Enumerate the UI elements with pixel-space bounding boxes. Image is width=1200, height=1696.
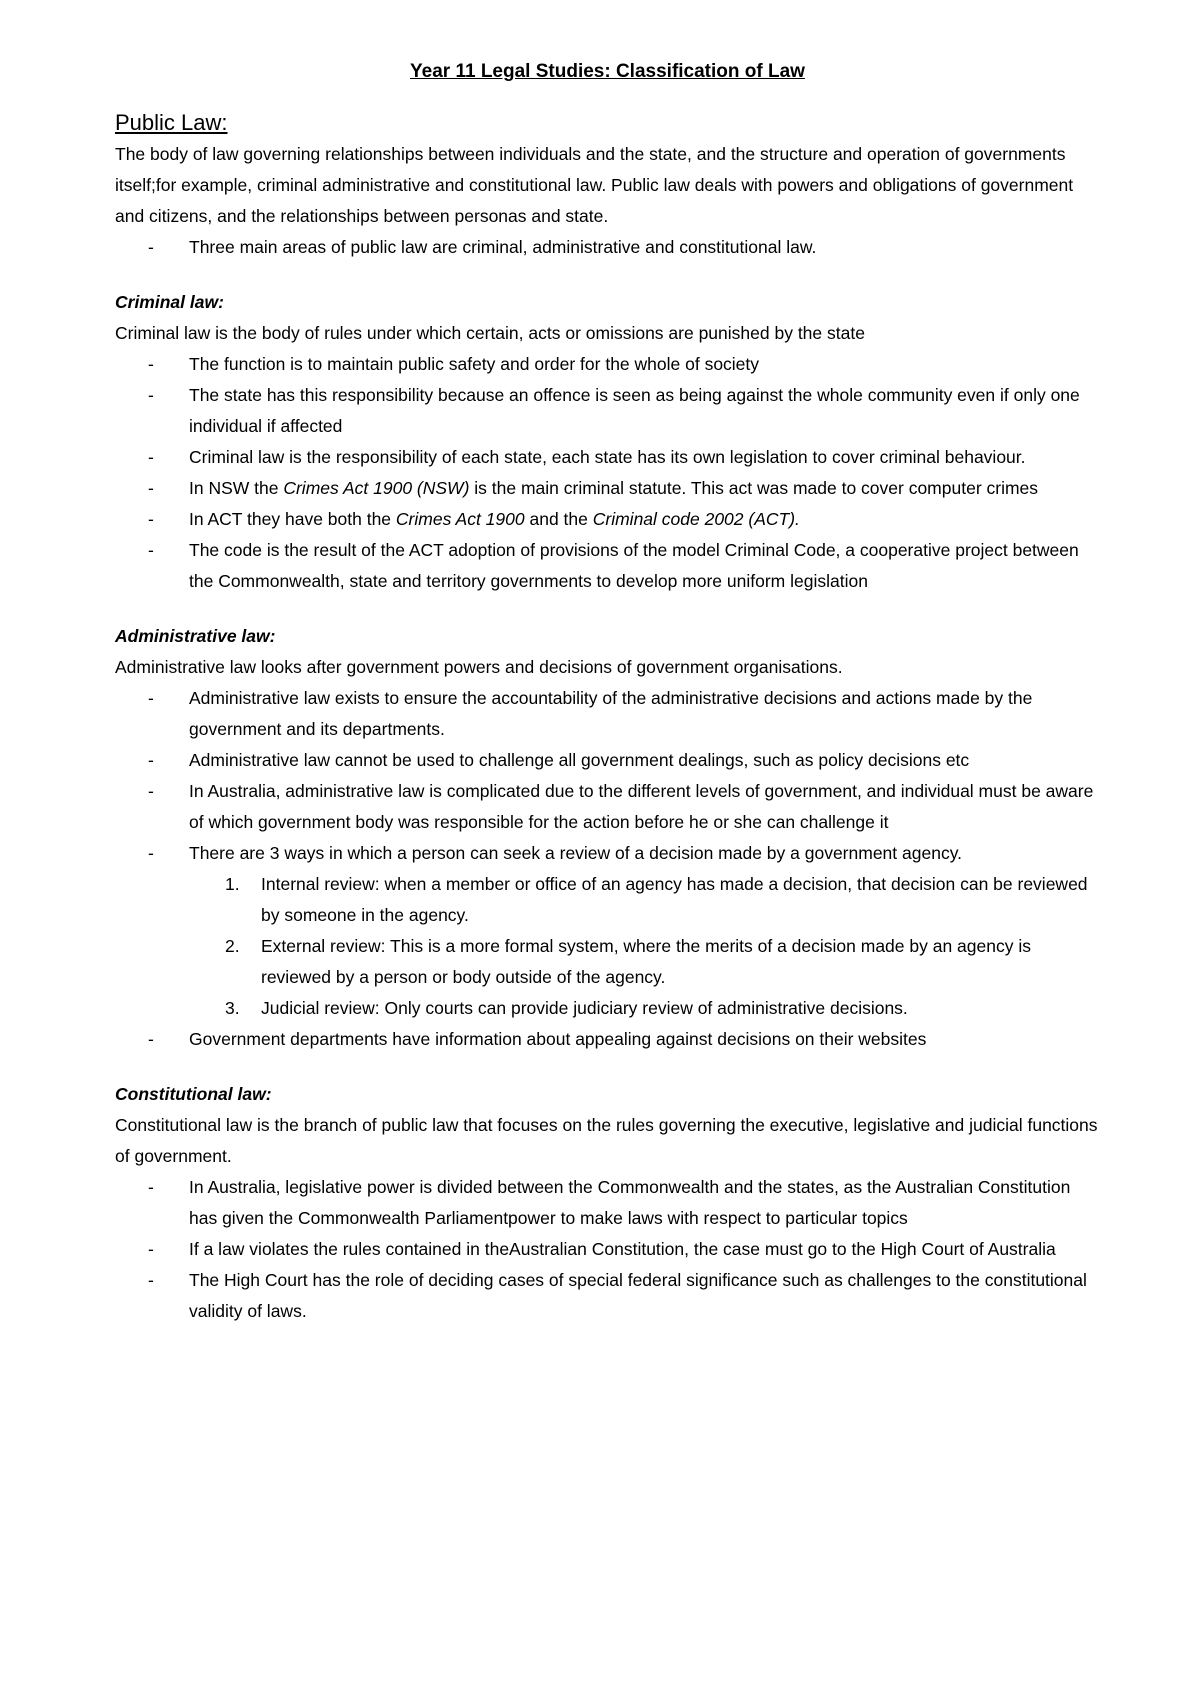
- list-item: [148, 838, 1100, 1024]
- crimes-act-nsw: Crimes Act 1900 (NSW): [283, 478, 470, 498]
- list-item-text: The High Court has the role of deciding cases of special federal significance such as challenges to the constitutional validity of laws.: [189, 1270, 1087, 1321]
- number-marker: 1.: [225, 874, 240, 894]
- list-item-text: Administrative law exists to ensure the accountability of the administrative decisions and actions made by the government and its departments.: [189, 688, 1033, 739]
- list-item: [148, 1234, 1100, 1265]
- administrative-law-paragraph: Administrative law looks after government powers and decisions of government organisations.: [115, 657, 843, 677]
- dash-marker: -: [148, 1029, 154, 1049]
- list-item-text: Criminal law is the responsibility of each state, each state has its own legislation to cover criminal behaviour.: [189, 447, 1026, 467]
- list-item: [148, 232, 1100, 263]
- number-marker: 3.: [225, 998, 240, 1018]
- dash-marker: -: [148, 237, 154, 257]
- dash-marker: -: [148, 447, 154, 467]
- list-item: [148, 683, 1100, 745]
- public-law-list: [115, 232, 1100, 263]
- administrative-law-heading: Administrative law:: [115, 626, 276, 646]
- dash-marker: -: [148, 750, 154, 770]
- list-item-text: Government departments have information about appealing against decisions on their websites: [189, 1029, 927, 1049]
- list-item: [148, 380, 1100, 442]
- list-item: [148, 1172, 1100, 1234]
- numbered-item-text: External review: This is a more formal system, where the merits of a decision made by an agency is reviewed by a person or body outside of the agency.: [261, 936, 1031, 987]
- constitutional-law-paragraph: Constitutional law is the branch of public law that focuses on the rules governing the executive, legislative and judicial functions of government.: [115, 1115, 1098, 1166]
- numbered-item: [225, 993, 1100, 1024]
- nsw-text-pre: In NSW the: [189, 478, 284, 498]
- dash-marker: -: [148, 1239, 154, 1259]
- list-item: [148, 473, 1100, 504]
- dash-marker: -: [148, 354, 154, 374]
- list-item-text: In Australia, legislative power is divided between the Commonwealth and the states, as the Australian Constitution has given the Commonwealth Parliamentpower to make laws with respect to particular topics: [189, 1177, 1071, 1228]
- dash-marker: -: [148, 1270, 154, 1290]
- administrative-law-list: [115, 683, 1100, 1055]
- constitutional-law-list: [115, 1172, 1100, 1327]
- constitutional-law-heading: Constitutional law:: [115, 1084, 272, 1104]
- list-item: [148, 442, 1100, 473]
- nsw-text-post: is the main criminal statute. This act was made to cover computer crimes: [469, 478, 1039, 498]
- list-item-text: The state has this responsibility because an offence is seen as being against the whole community even if only one individual if affected: [189, 385, 1080, 436]
- criminal-code-act: Criminal code 2002 (ACT).: [592, 509, 800, 529]
- list-item-text: The function is to maintain public safety and order for the whole of society: [189, 354, 760, 374]
- dash-marker: -: [148, 385, 154, 405]
- crimes-act-1900: Crimes Act 1900: [395, 509, 525, 529]
- criminal-law-paragraph: Criminal law is the body of rules under which certain, acts or omissions are punished by the state: [115, 323, 865, 343]
- numbered-item-text: Internal review: when a member or office of an agency has made a decision, that decision can be reviewed by someone in the agency.: [261, 874, 1088, 925]
- review-types-list: [189, 869, 1100, 1024]
- public-law-paragraph: The body of law governing relationships between individuals and the state, and the structure and operation of governments itself;for example, criminal administrative and constitutional law. Public law deals with powers and obligations of government and citizens, and the relationships between personas and state.: [115, 144, 1074, 226]
- act-text-mid: and the: [524, 509, 593, 529]
- list-item: [148, 1265, 1100, 1327]
- dash-marker: -: [148, 509, 154, 529]
- list-item: [148, 776, 1100, 838]
- criminal-law-list: [115, 349, 1100, 597]
- list-item-text: In Australia, administrative law is complicated due to the different levels of government, and individual must be aware of which government body was responsible for the action before he or she can challenge it: [189, 781, 1094, 832]
- list-item: [148, 745, 1100, 776]
- dash-marker: -: [148, 688, 154, 708]
- list-item: [148, 1024, 1100, 1055]
- act-text-pre: In ACT they have both the: [189, 509, 396, 529]
- number-marker: 2.: [225, 936, 240, 956]
- numbered-item: [225, 931, 1100, 993]
- list-item-text: The code is the result of the ACT adoption of provisions of the model Criminal Code, a cooperative project between the Commonwealth, state and territory governments to develop more uniform legislation: [189, 540, 1079, 591]
- dash-marker: -: [148, 478, 154, 498]
- criminal-law-heading: Criminal law:: [115, 292, 224, 312]
- list-item: [148, 504, 1100, 535]
- document-title: Year 11 Legal Studies: Classification of Law: [410, 61, 805, 82]
- public-law-heading: Public Law:: [115, 110, 228, 135]
- dash-marker: -: [148, 1177, 154, 1197]
- dash-marker: -: [148, 843, 154, 863]
- list-item-text: Three main areas of public law are criminal, administrative and constitutional law.: [189, 237, 817, 257]
- list-item-text: There are 3 ways in which a person can seek a review of a decision made by a government agency.: [189, 843, 963, 863]
- list-item-text: If a law violates the rules contained in theAustralian Constitution, the case must go to the High Court of Australia: [189, 1239, 1056, 1259]
- dash-marker: -: [148, 781, 154, 801]
- list-item-text: Administrative law cannot be used to challenge all government dealings, such as policy decisions etc: [189, 750, 970, 770]
- numbered-item: [225, 869, 1100, 931]
- list-item: [148, 349, 1100, 380]
- numbered-item-text: Judicial review: Only courts can provide judiciary review of administrative decisions.: [261, 998, 908, 1018]
- dash-marker: -: [148, 540, 154, 560]
- list-item: [148, 535, 1100, 597]
